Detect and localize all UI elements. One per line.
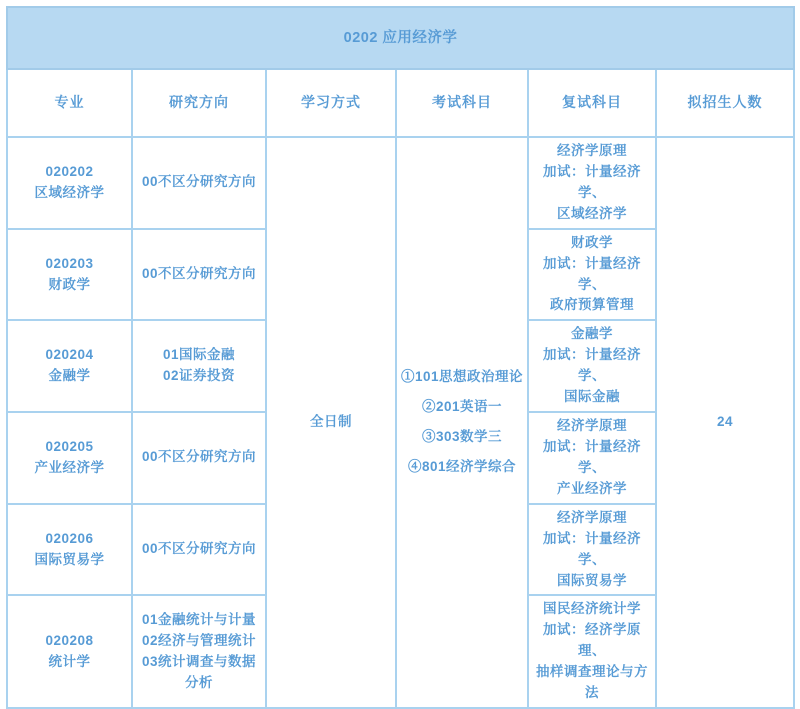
direction-line: 02证券投资 (162, 368, 236, 384)
direction-line: 00不区分研究方向 (141, 266, 257, 282)
column-header-enrollment: 拟招生人数 (656, 69, 794, 137)
major-name: 金融学 (48, 368, 91, 384)
major-code: 020205 (45, 438, 94, 454)
column-header-exam-subjects: 考试科目 (396, 69, 528, 137)
retest-line: 经济学原理 (557, 418, 627, 434)
direction-line: 00不区分研究方向 (141, 541, 257, 557)
major-code: 020206 (45, 530, 94, 546)
retest-line: 经济学原理 (557, 509, 627, 525)
major-cell (7, 504, 132, 596)
retest-line: 抽样调查理论与方法 (536, 664, 648, 701)
major-name: 统计学 (48, 653, 91, 669)
column-header-major: 专业 (7, 69, 132, 137)
direction-cell (132, 320, 266, 412)
direction-line: 03统计调查与数据分析 (141, 653, 257, 690)
major-name: 国际贸易学 (34, 551, 105, 567)
banner-title: 0202 应用经济学 (7, 7, 794, 69)
major-cell (7, 595, 132, 708)
retest-cell (528, 229, 656, 321)
study-mode-cell: 全日制 (266, 137, 396, 708)
retest-line: 加试：计量经济学、 (543, 530, 641, 567)
direction-cell (132, 595, 266, 708)
major-code: 020203 (45, 255, 94, 271)
retest-line: 国际金融 (564, 389, 620, 405)
retest-line: 加试：计量经济学、 (543, 163, 641, 200)
retest-line: 产业经济学 (557, 480, 627, 496)
column-header-study-mode: 学习方式 (266, 69, 396, 137)
retest-line: 经济学原理 (557, 143, 627, 158)
direction-cell (132, 412, 266, 504)
admissions-table-container (6, 6, 795, 709)
retest-cell (528, 320, 656, 412)
exam-subject-line: ②201英语一 (421, 399, 503, 415)
major-name: 区域经济学 (34, 184, 105, 200)
retest-cell (528, 504, 656, 596)
direction-line: 00不区分研究方向 (141, 449, 257, 465)
major-code: 020208 (45, 632, 94, 648)
major-code: 020202 (45, 163, 94, 179)
retest-line: 加试：计量经济学、 (543, 438, 641, 475)
direction-line: 01国际金融 (162, 347, 236, 363)
exam-subject-line: ③303数学三 (421, 429, 503, 445)
retest-cell (528, 412, 656, 504)
column-header-direction: 研究方向 (132, 69, 266, 137)
table-row (7, 137, 794, 229)
major-cell (7, 137, 132, 229)
direction-line: 00不区分研究方向 (141, 174, 257, 190)
table-banner-row (7, 7, 794, 69)
retest-line: 加试：经济学原理、 (543, 622, 641, 659)
major-code: 020204 (45, 347, 94, 363)
admissions-table (6, 6, 795, 709)
exam-subject-line: ④801经济学综合 (407, 458, 517, 474)
retest-line: 财政学 (571, 234, 613, 250)
major-cell (7, 412, 132, 504)
column-header-retest-subjects: 复试科目 (528, 69, 656, 137)
major-cell (7, 320, 132, 412)
enrollment-cell: 24 (656, 137, 794, 708)
direction-cell (132, 137, 266, 229)
column-header-row (7, 69, 794, 137)
direction-line: 01金融统计与计量 (141, 611, 257, 627)
retest-line: 国际贸易学 (557, 572, 627, 588)
direction-cell (132, 504, 266, 596)
major-name: 财政学 (48, 276, 91, 292)
major-cell (7, 229, 132, 321)
exam-subject-line: ①101思想政治理论 (401, 369, 524, 385)
retest-line: 加试：计量经济学、 (543, 255, 641, 292)
direction-cell (132, 229, 266, 321)
retest-line: 国民经济统计学 (543, 601, 641, 617)
retest-cell (528, 137, 656, 229)
retest-cell (528, 595, 656, 708)
exam-subjects-cell (396, 137, 528, 708)
retest-line: 政府预算管理 (550, 297, 634, 313)
retest-line: 金融学 (571, 326, 613, 342)
retest-line: 区域经济学 (557, 205, 627, 221)
direction-line: 02经济与管理统计 (141, 632, 257, 648)
major-name: 产业经济学 (34, 459, 105, 475)
retest-line: 加试：计量经济学、 (543, 347, 641, 384)
